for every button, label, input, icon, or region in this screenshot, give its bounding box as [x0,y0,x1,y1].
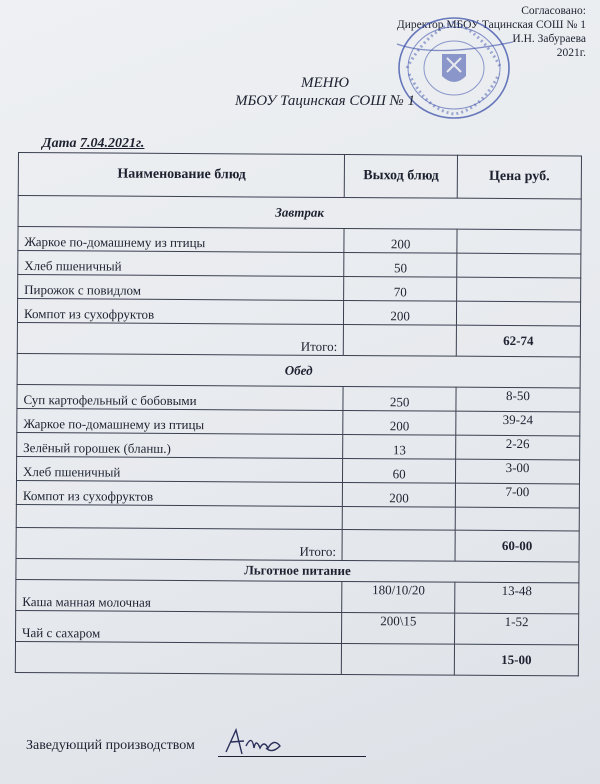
dish-price: 7-00 [455,483,579,508]
dish-output: 13 [343,434,456,459]
dish-price [457,229,581,254]
header-output: Выход блюд [345,154,458,198]
empty-cell [342,529,455,561]
table-row [16,456,579,483]
dish-name: Жаркое по-домашнему из птицы [17,408,344,434]
date-label: Дата [42,136,77,151]
dish-output: 200 [343,410,456,435]
dish-output: 200 [343,482,456,507]
table-row [17,432,580,459]
empty-row [16,504,579,530]
dish-name: Хлеб пшеничный [16,456,343,482]
dish-price: 13-48 [455,582,579,614]
dish-name: Чай с сахаром [16,610,343,643]
date-value: 7.04.2021г. [79,136,145,151]
signature-line [218,756,366,757]
dish-price [457,253,581,278]
total-value: 15-00 [454,644,578,676]
dish-name: Компот из сухофруктов [16,480,343,506]
total-row [17,322,580,356]
dish-price [456,301,580,326]
table-header-row [18,153,581,199]
dish-output: 180/10/20 [342,581,455,613]
total-row [16,527,579,561]
table-row [17,299,580,326]
total-label: Итого: [17,322,344,355]
section-title: Завтрак [18,196,581,230]
dish-output: 200 [344,300,457,325]
table-row [16,480,579,507]
handwritten-signature-icon [222,726,302,760]
dish-name: Хлеб пшеничный [18,251,345,277]
header-name: Наименование блюд [18,153,345,198]
dish-name: Жаркое по-домашнему из птицы [18,227,345,253]
empty-cell [455,507,579,531]
header-price: Цена руб. [457,155,581,199]
table-row [18,275,581,302]
dish-output: 200 [344,228,457,253]
table-row [18,227,581,254]
table-row [16,579,579,613]
dish-output: 250 [343,386,456,411]
dish-price: 3-00 [455,459,579,484]
school-name: МБОУ Тацинская СОШ № 1 [234,93,416,109]
empty-cell [343,506,456,530]
manager-label: Заведующий производством [26,738,195,753]
empty-cell [16,504,343,529]
dish-name: Компот из сухофруктов [17,299,344,325]
menu-title-line: МЕНЮ [301,75,349,91]
dish-price: 1-52 [454,613,578,645]
table-row [17,384,580,411]
empty-cell [15,641,342,674]
dish-output: 200\15 [342,612,455,644]
dish-price: 2-26 [456,435,580,460]
approval-name: И.Н. Забураева [512,33,586,45]
table-row [18,251,581,278]
dish-output: 60 [343,458,456,483]
dish-price: 8-50 [456,387,580,412]
approval-position: Директор МБОУ Тацинская СОШ № 1 [396,19,586,31]
date-line [42,136,144,152]
menu-table [15,152,582,676]
total-label: Итого: [16,527,343,560]
dish-name: Зелёный горошек (бланш.) [17,432,344,458]
dish-name: Пирожок с повидлом [18,275,345,301]
dish-name: Суп картофельный с бобовыми [17,384,344,410]
approval-year: 2021г. [556,47,586,59]
approval-heading: Согласовано: [521,5,586,17]
dish-price [457,277,581,302]
menu-title [200,74,450,110]
empty-cell [344,324,457,356]
table-row [17,408,580,435]
section-lunch [17,353,580,387]
section-title: Обед [17,353,580,387]
total-value: 62-74 [456,325,580,357]
total-row [15,641,578,675]
section-title: Льготное питание [16,558,579,582]
section-breakfast [18,196,581,230]
empty-cell [342,643,455,675]
dish-output: 50 [344,252,457,277]
dish-name: Каша манная молочная [16,579,343,612]
dish-price: 39-24 [456,411,580,436]
dish-output: 70 [344,276,457,301]
total-value: 60-00 [455,530,579,562]
table-row [16,610,579,644]
